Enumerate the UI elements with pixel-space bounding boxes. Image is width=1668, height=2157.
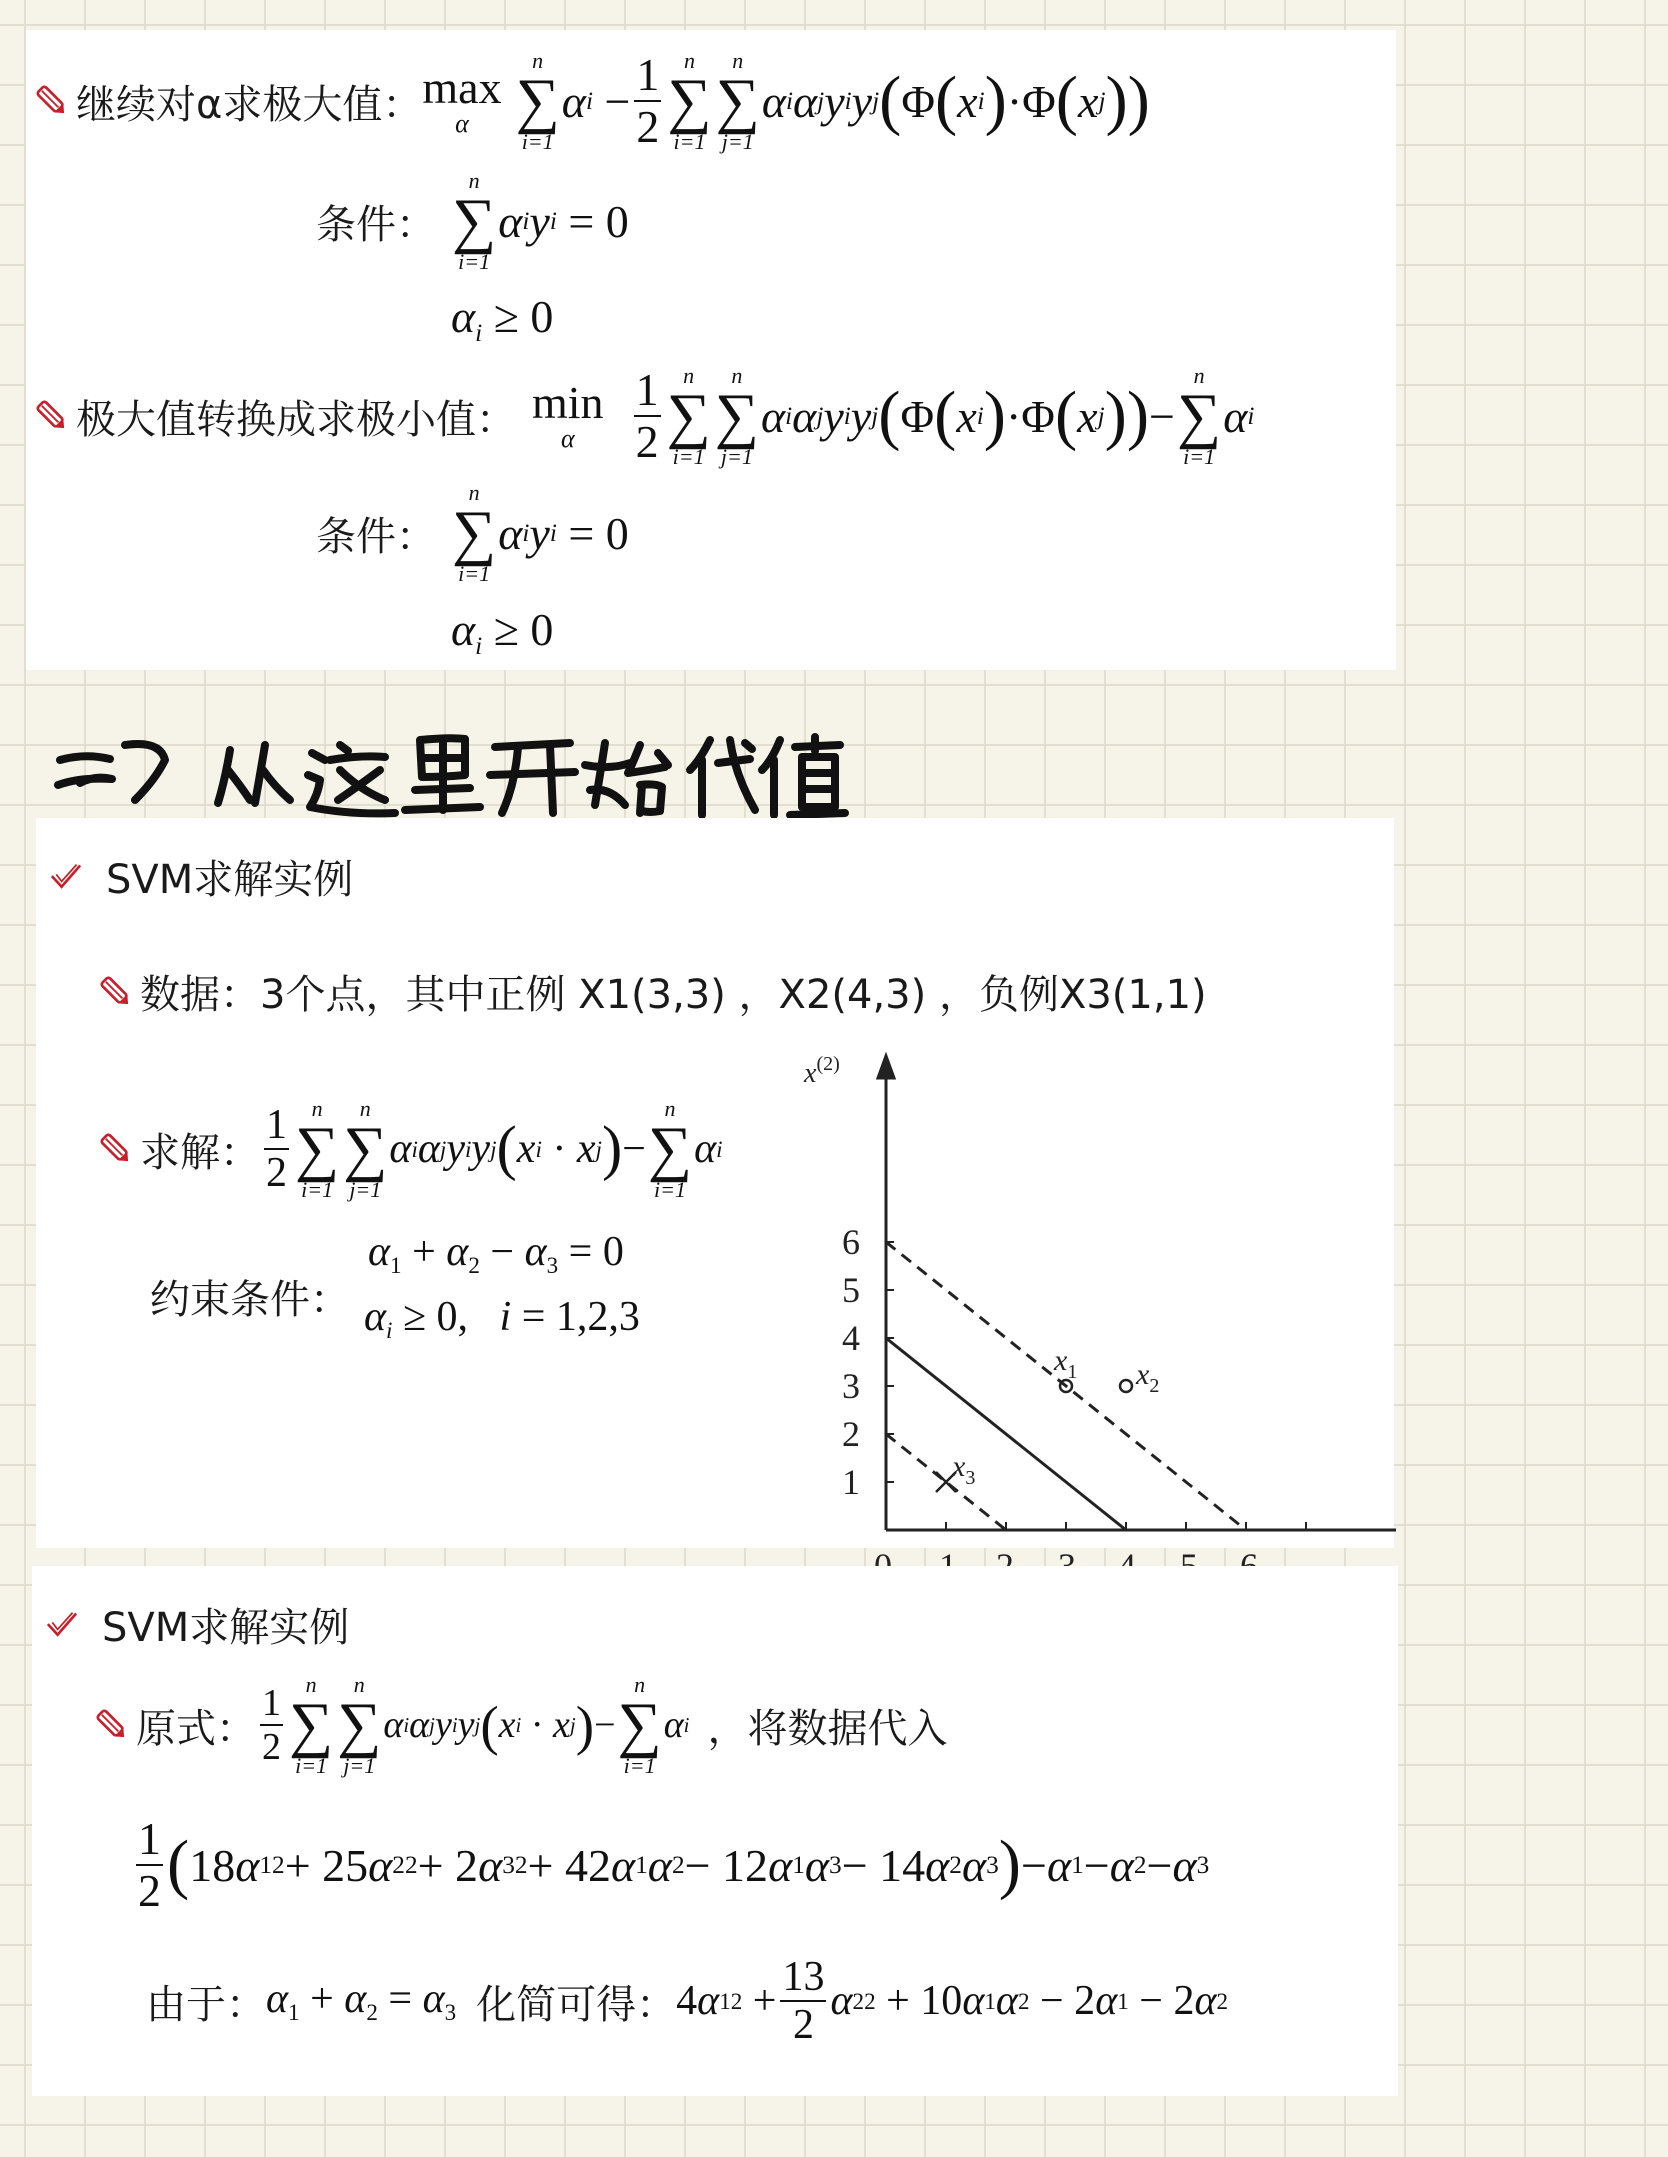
nonnegativity-constraint: $\alpha_i \ge 0$	[451, 291, 554, 347]
section-title-row	[44, 1596, 349, 1653]
svg-text:4: 4	[842, 1318, 860, 1358]
section-title-row	[48, 848, 353, 905]
max-label: 继续对α求极大值：	[76, 81, 423, 128]
constraint-label: 约束条件：	[150, 1277, 350, 1323]
since-label: 由于：	[146, 1981, 266, 2028]
handwritten-note	[50, 715, 850, 830]
svg-text:x1: $x_1$	[1054, 1344, 1078, 1383]
max-operator: max α	[422, 62, 502, 139]
constraint-sum-line	[316, 170, 629, 273]
sum-symbol: n ∑ i=1	[1176, 363, 1222, 469]
half-fraction: $\frac{1}{2}$	[262, 1682, 281, 1769]
sum-symbol: n ∑ j=1	[715, 48, 760, 154]
handwriting-strokes	[50, 715, 850, 825]
sum-symbol: n ∑ i=1	[515, 48, 560, 154]
sum-symbol: n ∑ i=1	[617, 1672, 662, 1778]
pencil-icon	[34, 398, 70, 434]
svg-text:5: 5	[842, 1270, 860, 1310]
section-title: SVM求解实例	[106, 857, 354, 903]
since-expression: α1 + α2 = α3	[266, 1976, 457, 2026]
min-formula: min α $\frac{1}{2}$ n ∑ i=1 n ∑ j=1 α i α j y i y j ( Φ ( x i ) ·Φ ( x j )) − n ∑ i=1 α i	[532, 363, 1255, 469]
svg-text:x2: $x_2$	[1136, 1358, 1160, 1397]
simplified-expression: 4 α 1 2 + $\frac{13}{2}$ α 2 2 + 10 α 1 α 2 − 2 α 1 − 2 α 2	[676, 1954, 1229, 2048]
checkmark-icon	[44, 1610, 80, 1640]
pencil-icon	[98, 1131, 134, 1167]
solve-label: 求解：	[140, 1129, 260, 1176]
y-axis-label: $x^{(2)}$	[804, 1053, 840, 1089]
sum-symbol: n ∑ i=1	[295, 1096, 340, 1202]
condition-label: 条件：	[316, 201, 436, 248]
original-formula-line	[94, 1674, 947, 1777]
half-fraction: $\frac{1}{2}$	[635, 364, 659, 468]
data-description-line	[98, 963, 1207, 1020]
constraint-nonnegative: $\alpha_i \ge 0$, i = 1,2,3	[364, 1294, 640, 1344]
expanded-formula: $\frac{1}{2}$ ( 18 α 1 2 + 25 α 2 2 + 2 α 3 2 + 42 α 1 α 2 − 12 α 1 α 3 − 14 α 2 α 3 ) − α 1 − α 2 − α 3	[138, 1813, 1210, 1916]
sum-symbol: n ∑ i=1	[452, 480, 497, 586]
sum-symbol: n ∑ j=1	[343, 1096, 388, 1202]
min-objective-line	[34, 365, 1254, 468]
sum-symbol: n ∑ j=1	[714, 363, 759, 469]
sum-symbol: n ∑ i=1	[666, 363, 711, 469]
nonnegativity-constraint-2: $\alpha_i \ge 0$	[451, 604, 554, 660]
thirteen-halves-fraction: $\frac{13}{2}$	[782, 1954, 825, 2048]
max-objective-line	[34, 50, 1150, 153]
formula-card-dual	[26, 30, 1396, 670]
sum-symbol: n ∑ i=1	[667, 48, 712, 154]
sum-symbol: n ∑ i=1	[647, 1096, 693, 1202]
svg-text:6: 6	[842, 1222, 860, 1262]
svm-margin-chart	[796, 1048, 1436, 1558]
original-label: 原式：	[136, 1705, 256, 1752]
constraint-equation: α1 + α2 − α3 = 0	[368, 1229, 624, 1279]
half-fraction: $\frac{1}{2}$	[266, 1102, 287, 1197]
substitute-note: ，将数据代入	[707, 1705, 948, 1752]
pencil-icon	[34, 83, 70, 119]
min-label: 极大值转换成求极小值：	[76, 396, 516, 443]
svm-example-card	[36, 818, 1394, 1548]
half-fraction: $\frac{1}{2}$	[636, 49, 660, 153]
simplify-label: 化简可得：	[476, 1981, 677, 2028]
solve-objective-line	[98, 1098, 723, 1201]
max-formula: max α n ∑ i=1 α i − $\frac{1}{2}$ n ∑ i=1 n ∑ j=1 α i α j y i y j ( Φ ( x i ) ·Φ ( x j ))	[422, 48, 1150, 154]
min-operator: min α	[532, 377, 604, 454]
data-description: 数据：3个点，其中正例 X1(3,3) ，X2(4,3) ，负例X3(1,1)	[140, 972, 1207, 1018]
svg-text:x3: $x_3$	[952, 1450, 976, 1489]
pencil-icon	[94, 1707, 130, 1743]
sum-symbol: n ∑ i=1	[452, 168, 497, 274]
sum-symbol: n ∑ j=1	[337, 1672, 382, 1778]
y-tick-labels	[842, 1222, 860, 1502]
constraint-formula: n ∑ i=1 α i y i = 0	[452, 168, 629, 274]
half-fraction: $\frac{1}{2}$	[138, 1813, 161, 1916]
original-formula: $\frac{1}{2}$ n ∑ i=1 n ∑ j=1 α i α j y i y j ( x i · x j ) − n ∑ i=1 α i	[262, 1672, 690, 1778]
substitution-card	[32, 1566, 1398, 2096]
pencil-icon	[98, 974, 134, 1010]
simplified-line	[146, 1956, 1228, 2046]
svg-text:2: 2	[842, 1414, 860, 1454]
section-title: SVM求解实例	[102, 1605, 350, 1651]
svg-text:1: 1	[842, 1462, 860, 1502]
condition-label: 条件：	[316, 513, 436, 560]
svg-text:3: 3	[842, 1366, 860, 1406]
checkmark-icon	[48, 862, 84, 892]
constraint-sum-line-2	[316, 482, 629, 585]
constraint-formula: n ∑ i=1 α i y i = 0	[452, 480, 629, 586]
sum-symbol: n ∑ i=1	[289, 1672, 334, 1778]
solve-formula: $\frac{1}{2}$ n ∑ i=1 n ∑ j=1 α i α j y i y j ( x i · x j ) − n ∑ i=1 α i	[266, 1096, 723, 1202]
